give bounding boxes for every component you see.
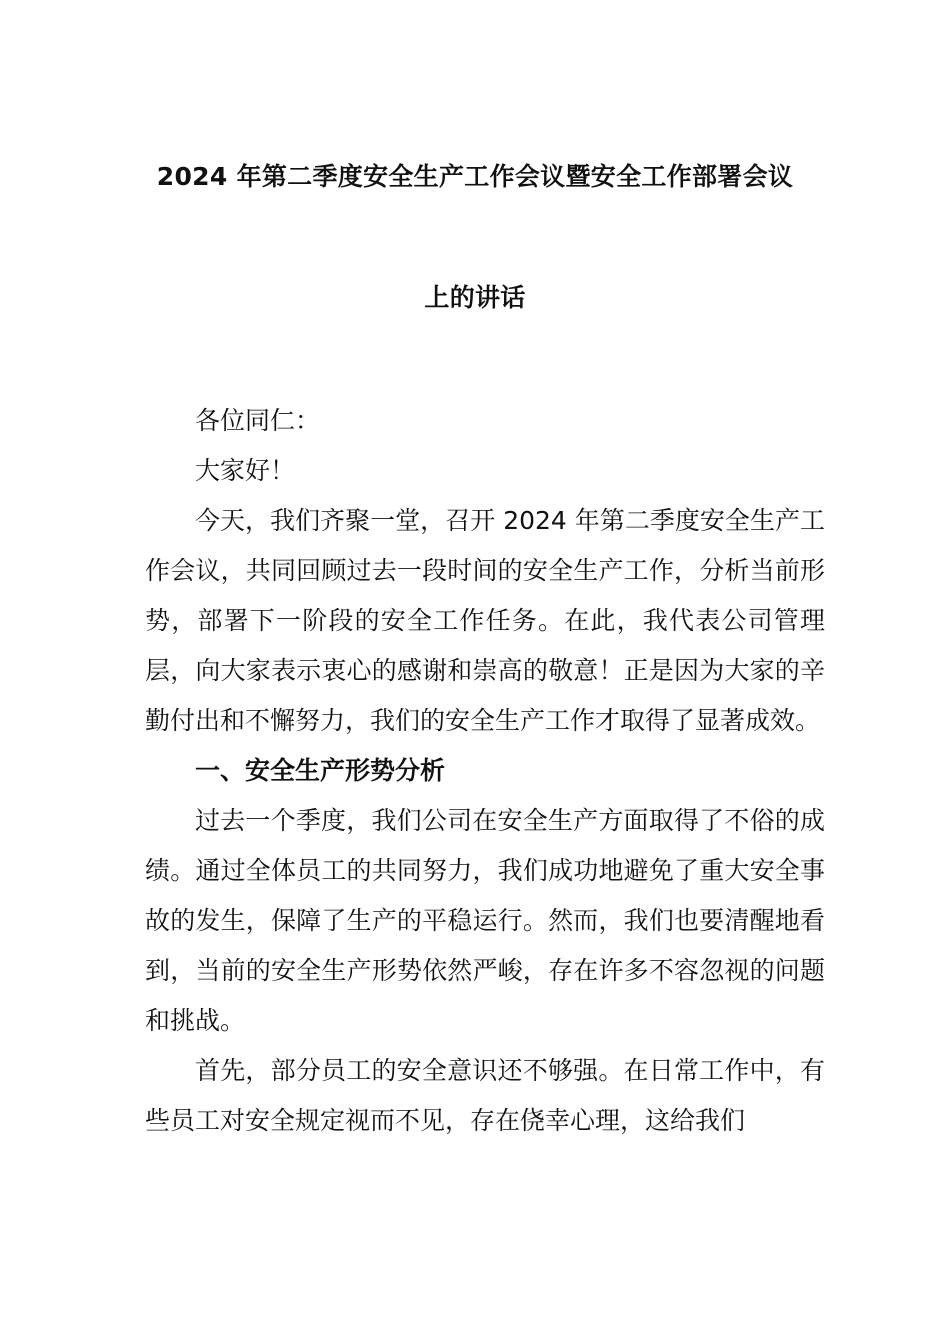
- greeting: 大家好！: [195, 456, 296, 485]
- document-title-line2: 上的讲话: [424, 283, 526, 312]
- document-title-line1: 2024 年第二季度安全生产工作会议暨安全工作部署会议: [156, 162, 794, 191]
- body-paragraph: 过去一个季度，我们公司在安全生产方面取得了不俗的成绩。通过全体员工的共同努力，我们成功地避免了重大安全事故的发生，保障了生产的平稳运行。然而，我们也要清醒地看到，当前的安全生产形势依然严峻，存在许多不容忽视的问题和挑战。: [145, 806, 825, 1035]
- section-heading: 一、安全生产形势分析: [195, 756, 446, 785]
- salutation: 各位同仁：: [195, 406, 321, 435]
- body-paragraph: 首先，部分员工的安全意识还不够强。在日常工作中，有些员工对安全规定视而不见，存在侥幸心理，这给我们: [145, 1056, 825, 1135]
- document-body: [145, 396, 825, 1146]
- body-paragraph: 今天，我们齐聚一堂，召开 2024 年第二季度安全生产工作会议，共同回顾过去一段时间的安全生产工作，分析当前形势，部署下一阶段的安全工作任务。在此，我代表公司管理层，向大家表示衷心的感谢和崇高的敬意！正是因为大家的辛勤付出和不懈努力，我们的安全生产工作才取得了显著成效。: [145, 506, 825, 735]
